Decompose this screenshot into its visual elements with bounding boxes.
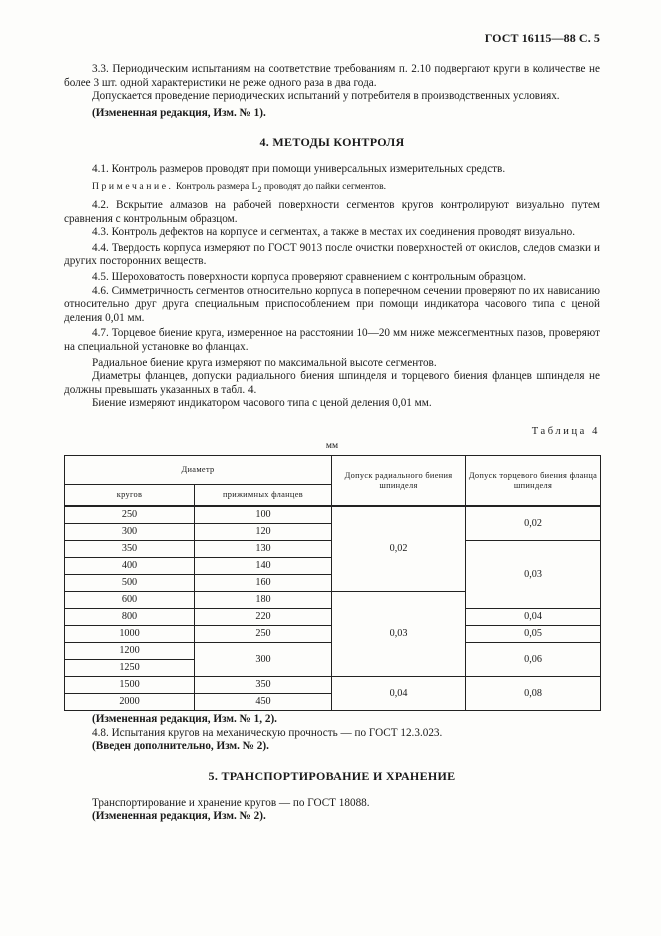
cell-wheel: 500 [65,575,195,592]
cell-wheel: 300 [65,524,195,541]
amendment-note-2: (Измененная редакция, Изм. № 1, 2). [92,713,277,726]
cell-wheel: 800 [65,609,195,626]
cell-wheel: 350 [65,541,195,558]
cell-flange: 100 [195,506,332,524]
cell-radial: 0,03 [332,592,466,677]
cell-wheel: 250 [65,506,195,524]
cell-flange: 180 [195,592,332,609]
cell-radial: 0,04 [332,677,466,711]
paragraph-4-4: 4.4. Твердость корпуса измеряют по ГОСТ 9013 после очистки поверхностей от окислов, следов смазки и других посторонних веществ. [64,241,600,268]
cell-radial: 0,02 [332,506,466,592]
note-text: Контроль размера L [173,180,258,192]
col-header-diameter: Диаметр [65,456,332,485]
table-4 [64,455,601,711]
table-unit: мм [325,439,339,451]
paragraph-4-2: 4.2. Вскрытие алмазов на рабочей поверхности сегментов кругов контролируют визуально путем сравнения с контрольным образцом. [64,199,600,225]
section-5-heading: 5. ТРАНСПОРТИРОВАНИЕ И ХРАНЕНИЕ [208,768,456,783]
cell-flange: 120 [195,524,332,541]
cell-face: 0,05 [466,626,601,643]
cell-face: 0,08 [466,677,601,711]
cell-face: 0,02 [466,506,601,541]
cell-flange: 140 [195,558,332,575]
cell-wheel: 1000 [65,626,195,643]
paragraph-4-5: 4.5. Шероховатость поверхности корпуса проверяют сравнением с контрольным образцом. [92,271,527,284]
table-title: Таблица 4 [531,425,600,437]
col-header-wheels: кругов [65,485,195,507]
page-header: ГОСТ 16115—88 С. 5 [484,31,600,45]
added-note: (Введен дополнительно, Изм. № 2). [92,740,269,753]
cell-flange: 250 [195,626,332,643]
note-label: Примечание. [92,180,174,192]
cell-wheel: 400 [65,558,195,575]
cell-wheel: 2000 [65,694,195,711]
cell-wheel: 1200 [65,643,195,660]
amendment-note-3: (Измененная редакция, Изм. № 2). [92,810,266,823]
cell-flange: 160 [195,575,332,592]
col-header-radial: Допуск радиального биения шпинделя [332,456,466,507]
paragraph-4-7-c: Диаметры фланцев, допуски радиального биения шпинделя и торцевого биения фланцев шпинделя не должны превышать указанных в табл. 4. [64,370,600,396]
cell-wheel: 1500 [65,677,195,694]
paragraph-4-3: 4.3. Контроль дефектов на корпусе и сегментах, а также в местах их соединения проводят визуально. [92,226,576,239]
cell-flange: 220 [195,609,332,626]
paragraph-5-1: Транспортирование и хранение кругов — по ГОСТ 18088. [92,796,370,809]
paragraph-4-7: 4.7. Торцевое биение круга, измеренное на расстоянии 10—20 мм ниже межсегментных пазов, проверяют на специальной установке во фланцах. [64,327,600,353]
cell-flange: 450 [195,694,332,711]
paragraph-4-6: 4.6. Симметричность сегментов относительно корпуса в поперечном сечении проверяют по их нависанию относительно друг друга специальным приспособлением при помощи индикатора часового типа с ценой деления 0,01 мм. [64,284,600,324]
cell-flange: 130 [195,541,332,558]
table-row [65,506,601,524]
paragraph-4-7-b: Радиальное биение круга измеряют по максимальной высоте сегментов. [92,356,437,369]
cell-face: 0,04 [466,609,601,626]
paragraph-4-8: 4.8. Испытания кругов на механическую прочность — по ГОСТ 12.3.023. [92,726,443,739]
col-header-flanges: прижимных фланцев [195,485,332,507]
page-body [64,30,600,824]
amendment-note-1: (Измененная редакция, Изм. № 1). [92,106,266,119]
note-tail: проводят до пайки сегментов. [261,180,387,192]
section-4-heading: 4. МЕТОДЫ КОНТРОЛЯ [259,135,405,150]
table-row [65,677,601,694]
cell-flange: 350 [195,677,332,694]
cell-flange: 300 [195,643,332,677]
cell-wheel: 600 [65,592,195,609]
cell-wheel: 1250 [65,660,195,677]
cell-face: 0,06 [466,643,601,677]
note-subscript: 2 [257,184,262,194]
paragraph-3-3-b: Допускается проведение периодических испытаний у потребителя в производственных условиях. [92,90,560,103]
col-header-face: Допуск торцевого биения фланца шпинделя [466,456,601,507]
paragraph-4-7-d: Биение измеряют индикатором часового типа с ценой деления 0,01 мм. [92,397,432,410]
paragraph-3-3: 3.3. Периодическим испытаниям на соответствие требованиям п. 2.10 подвергают круги в количестве не более 3 шт. одной характеристики не реже одного раза в два года. [64,63,600,89]
note-paragraph [64,180,600,197]
cell-face: 0,03 [466,541,601,609]
paragraph-4-1: 4.1. Контроль размеров проводят при помощи универсальных измерительных средств. [92,162,506,175]
